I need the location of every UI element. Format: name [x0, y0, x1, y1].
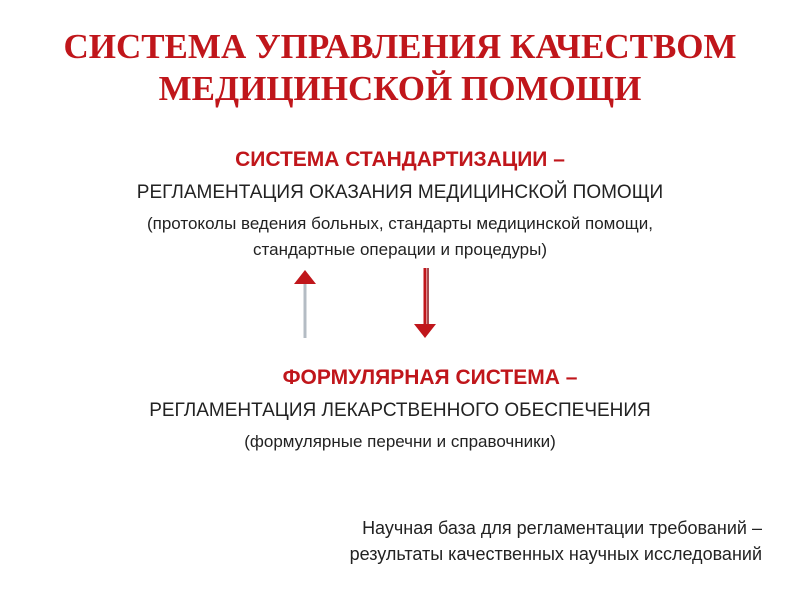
formulary-detail: (формулярные перечни и справочники)	[244, 432, 556, 451]
footnote-line2: результаты качественных научных исследований	[349, 544, 762, 564]
slide-title	[0, 26, 800, 110]
slide-title-line1: СИСТЕМА УПРАВЛЕНИЯ КАЧЕСТВОМ	[63, 27, 737, 66]
formulary-subtitle: РЕГЛАМЕНТАЦИЯ ЛЕКАРСТВЕННОГО ОБЕСПЕЧЕНИЯ	[149, 400, 651, 421]
arrow-up-icon	[288, 270, 322, 340]
formulary-heading: ФОРМУЛЯРНАЯ СИСТЕМА –	[282, 366, 578, 389]
footnote-line1: Научная база для регламентации требований –	[362, 518, 762, 538]
standardization-subtitle: РЕГЛАМЕНТАЦИЯ ОКАЗАНИЯ МЕДИЦИНСКОЙ ПОМОЩИ	[136, 182, 664, 203]
standardization-detail-line2: стандартные операции и процедуры)	[253, 240, 547, 259]
arrow-down-icon	[408, 268, 442, 338]
slide-title-line2: МЕДИЦИНСКОЙ ПОМОЩИ	[158, 69, 642, 108]
standardization-heading: СИСТЕМА СТАНДАРТИЗАЦИИ –	[235, 148, 565, 171]
footnote	[350, 515, 762, 567]
standardization-detail-line1: (протоколы ведения больных, стандарты медицинской помощи,	[146, 214, 653, 233]
